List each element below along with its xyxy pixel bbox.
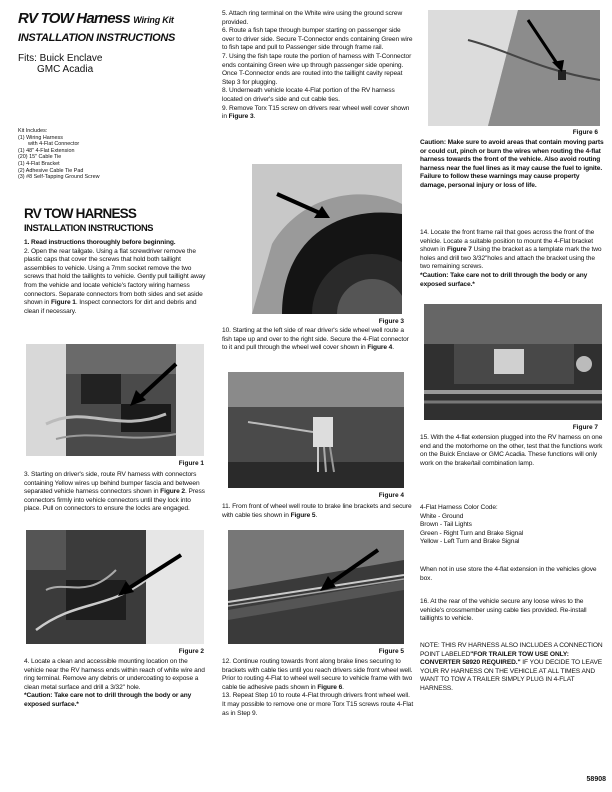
step-6: 6. Route a fish tape through bumper starting on passenger side over to driver side. Secure T-Connector ends containing Green wire to fish tape and pull to Passenger side through frame rail. xyxy=(222,27,413,52)
brake-line-illustration xyxy=(228,530,404,644)
figure-7-caption: Figure 7 xyxy=(572,424,598,431)
fits-line-1: Fits: Buick Enclave xyxy=(18,53,103,64)
step-9-figref: Figure 3 xyxy=(228,113,254,121)
color-code-item: Green - Right Turn and Brake Signal xyxy=(420,529,524,537)
step-12 xyxy=(222,658,414,692)
step-11-text-end: . xyxy=(315,511,318,519)
step-11-text: 11. From front of wheel well route to brake line brackets and secure with cable ties shown in xyxy=(222,503,412,519)
step-16-text: 16. At the rear of the vehicle secure any loose wires to the vehicle's crossmember using cable ties provided. Re-install taillights to vehicle. xyxy=(420,598,587,623)
kit-item: (1) Wiring Harness xyxy=(18,134,63,141)
caution-text: Caution: Make sure to avoid areas that contain moving parts or could cut, pinch or burn the wires when routing the 4-flat harness towards the front of the vehicle. Also avoid routing harness near the fuel lines as it may cause the fuel to ignite. xyxy=(420,139,604,172)
step-14-text-end: Using the bracket as a template mark the two holes and drill two 3/32"holes and attach the bracket using the two remaining screws. xyxy=(420,246,602,271)
color-code-heading: 4-Flat Harness Color Code: xyxy=(420,504,498,511)
figure-5-photo xyxy=(228,530,404,644)
color-code-item: White - Ground xyxy=(420,512,464,520)
steps-5-9 xyxy=(222,10,414,122)
figure-2-photo xyxy=(26,530,204,644)
title-sub: Wiring Kit xyxy=(133,15,174,25)
step-3-text-end: . Press connectors firmly into vehicle connectors until they lock into place. Pull on connectors to ensure the locks are engaged. xyxy=(24,488,205,513)
step-9 xyxy=(222,105,414,122)
glovebox-text: When not in use store the 4-flat extension in the vehicles glove box. xyxy=(420,566,597,582)
caution-block xyxy=(420,139,606,191)
steps-12-13 xyxy=(222,658,414,718)
figure-1-photo xyxy=(26,344,204,456)
step-3-text: 3. Starting on driver's side, route RV harness with connectors containing Yellow wires up behind bumper fascia and between separated vehicle harness connectors shown in xyxy=(24,471,200,496)
kit-item: (1) 48" 4-Flat Extension xyxy=(18,147,75,154)
step-5: 5. Attach ring terminal on the White wire using the ground screw provided. xyxy=(222,10,403,26)
step-10-figref: Figure 4 xyxy=(367,344,393,352)
kit-list xyxy=(18,128,100,181)
step-9-text-end: . xyxy=(253,113,256,121)
color-code xyxy=(420,504,606,547)
figure-4-caption: Figure 4 xyxy=(378,492,404,499)
step-13: 13. Repeat Step 10 to route 4-Flat through drivers front wheel well. It may possible to remove one or more Torx T15 screws route 4-Flat as in Step 9. xyxy=(222,692,414,717)
step-12-text-end: . xyxy=(342,683,344,691)
bumper-fascia-illustration xyxy=(26,530,204,644)
step-4-text: 4. Locate a clean and accessible mounting location on the vehicle near the RV harness ends within reach of white wire and ring terminal. Remove any debris or undercoating to expose a clean metal surface and drill a 3/32" hole. xyxy=(24,658,205,691)
note-text: NOTE: THIS RV HARNESS ALSO INCLUDES A CONNECTION POINT LABELED xyxy=(420,642,603,658)
note-text-end: IF YOU DECIDE TO LEAVE YOUR RV HARNESS ON THE VEHICLE AT ALL TIMES AND WANT TO TOW A TRAILER SIMPLY PLUG IN 4-FLAT HARNESS. xyxy=(420,659,603,692)
kit-item: (3) #8 Self-Tapping Ground Screw xyxy=(18,174,100,181)
figure-5-caption: Figure 5 xyxy=(378,648,404,655)
step-15 xyxy=(420,434,606,468)
step-12-text: 12. Continue routing towards front along brake lines securing to brackets with cable ties until you reach drivers side front wheel well. Prior to routing 4-Flat to wheel well secure to vehicle frame with two cable tie adhesive pads shown in xyxy=(222,658,413,691)
figure-1-caption: Figure 1 xyxy=(178,460,204,467)
figure-7-photo xyxy=(424,304,602,420)
step-8: 8. Underneath vehicle locate 4-Flat portion of the RV harness located on driver's side and cut cable ties. xyxy=(222,87,395,103)
step-1: 1. Read instructions thoroughly before beginning. xyxy=(24,239,176,246)
title-main: RV TOW Harness xyxy=(18,10,130,27)
step-11-figref: Figure 5 xyxy=(290,511,316,519)
frame-rail-illustration xyxy=(428,10,600,126)
step-3-figref: Figure 2 xyxy=(160,488,186,496)
fits-line-2: GMC Acadia xyxy=(37,64,94,75)
steps-1-2 xyxy=(24,239,206,316)
section-heading: RV TOW HARNESS xyxy=(24,206,137,221)
step-2-text: 2. Open the rear tailgate. Using a flat screwdriver remove the plastic caps that cover the screws that hold both taillight assemblies to vehicle. Using a 7mm socket remove the two screws that hold the taillights to vehicle. Gently pull taillight away from the vehicle and locate vehicle's factory wiring harness connectors. Separate connectors from both sides and set aside shown in xyxy=(24,247,206,307)
step-9-text: 9. Remove Torx T15 screw on drivers rear wheel well cover shown in xyxy=(222,104,410,121)
step-2-text-end: . Inspect connectors for dirt and debris and clean if necessary. xyxy=(24,299,197,315)
step-10-text-end: . xyxy=(392,344,394,352)
step-15-text: 15. With the 4-flat extension plugged into the RV harness on one end and the motorhome on the other, test that the functions work on the Buick Enclave or GMC Acadia. These functions will only work on the brake/tail combination lamp. xyxy=(420,434,603,467)
note-converter: "FOR TRAILER TOW USE ONLY: CONVERTER 58920 REQUIRED." xyxy=(420,650,569,667)
kit-item: (20) 15" Cable Tie xyxy=(18,154,62,161)
figure-6-photo xyxy=(428,10,600,126)
step-3 xyxy=(24,471,206,514)
bracket-mount-illustration xyxy=(424,304,602,420)
wheel-well-illustration xyxy=(252,164,402,314)
step-2-figref: Figure 1 xyxy=(50,299,76,307)
step-16 xyxy=(420,598,606,624)
figure-3-photo xyxy=(252,164,402,314)
kit-item: (2) Adhesive Cable Tie Pad xyxy=(18,167,84,174)
color-code-item: Yellow - Left Turn and Brake Signal xyxy=(420,538,520,546)
four-flat-connector-illustration xyxy=(228,372,404,488)
step-14-figref: Figure 7 xyxy=(446,246,472,254)
step-10-text: 10. Starting at the left side of rear driver's side wheel well route a fish tape up and over to the right side. Secure the 4-Flat connector to it and pull through the wheel well cover shown in xyxy=(222,327,409,352)
step-14-caution: *Caution: Take care not to drill through the body or any exposed surface.* xyxy=(420,271,588,288)
step-11 xyxy=(222,503,414,520)
step-14-text: 14. Locate the front frame rail that goes across the front of the vehicle. Locate a suitable position to mount the 4-Flat bracket shown in xyxy=(420,229,595,254)
step-14 xyxy=(420,229,606,289)
step-12-figref: Figure 6 xyxy=(317,683,343,691)
figure-3-caption: Figure 3 xyxy=(378,318,404,325)
caution-warning: Failure to follow these warnings may cause property damage, personal injury or loss of life. xyxy=(420,173,580,189)
harness-note xyxy=(420,642,606,694)
figure-4-photo xyxy=(228,372,404,488)
step-4-caution: *Caution: Take care not to drill through the body or any exposed surface.* xyxy=(24,692,192,708)
part-number: 58908 xyxy=(586,776,606,783)
figure-2-caption: Figure 2 xyxy=(178,648,204,655)
section-subheading: INSTALLATION INSTRUCTIONS xyxy=(24,223,154,233)
product-title xyxy=(18,10,174,27)
step-10 xyxy=(222,327,414,353)
color-code-item: Brown - Tail Lights xyxy=(420,521,472,529)
step-4 xyxy=(24,658,206,710)
glovebox-note xyxy=(420,566,606,583)
fits-block xyxy=(18,53,102,75)
step-7: 7. Using the fish tape route the portion of harness with T-Connector ends containing Green wire up through passenger side opening. Once T-Connector ends are routed into the taillight cavity repeat Step 3 for plugging. xyxy=(222,52,412,86)
kit-item: with 4-Flat Connector xyxy=(28,141,80,148)
title-instructions: INSTALLATION INSTRUCTIONS xyxy=(18,32,176,44)
step-2 xyxy=(24,248,206,317)
kit-heading: Kit Includes: xyxy=(18,128,48,134)
taillight-connectors-illustration xyxy=(26,344,204,456)
kit-item: (1) 4-Flat Bracket xyxy=(18,160,60,167)
figure-6-caption: Figure 6 xyxy=(572,129,598,136)
